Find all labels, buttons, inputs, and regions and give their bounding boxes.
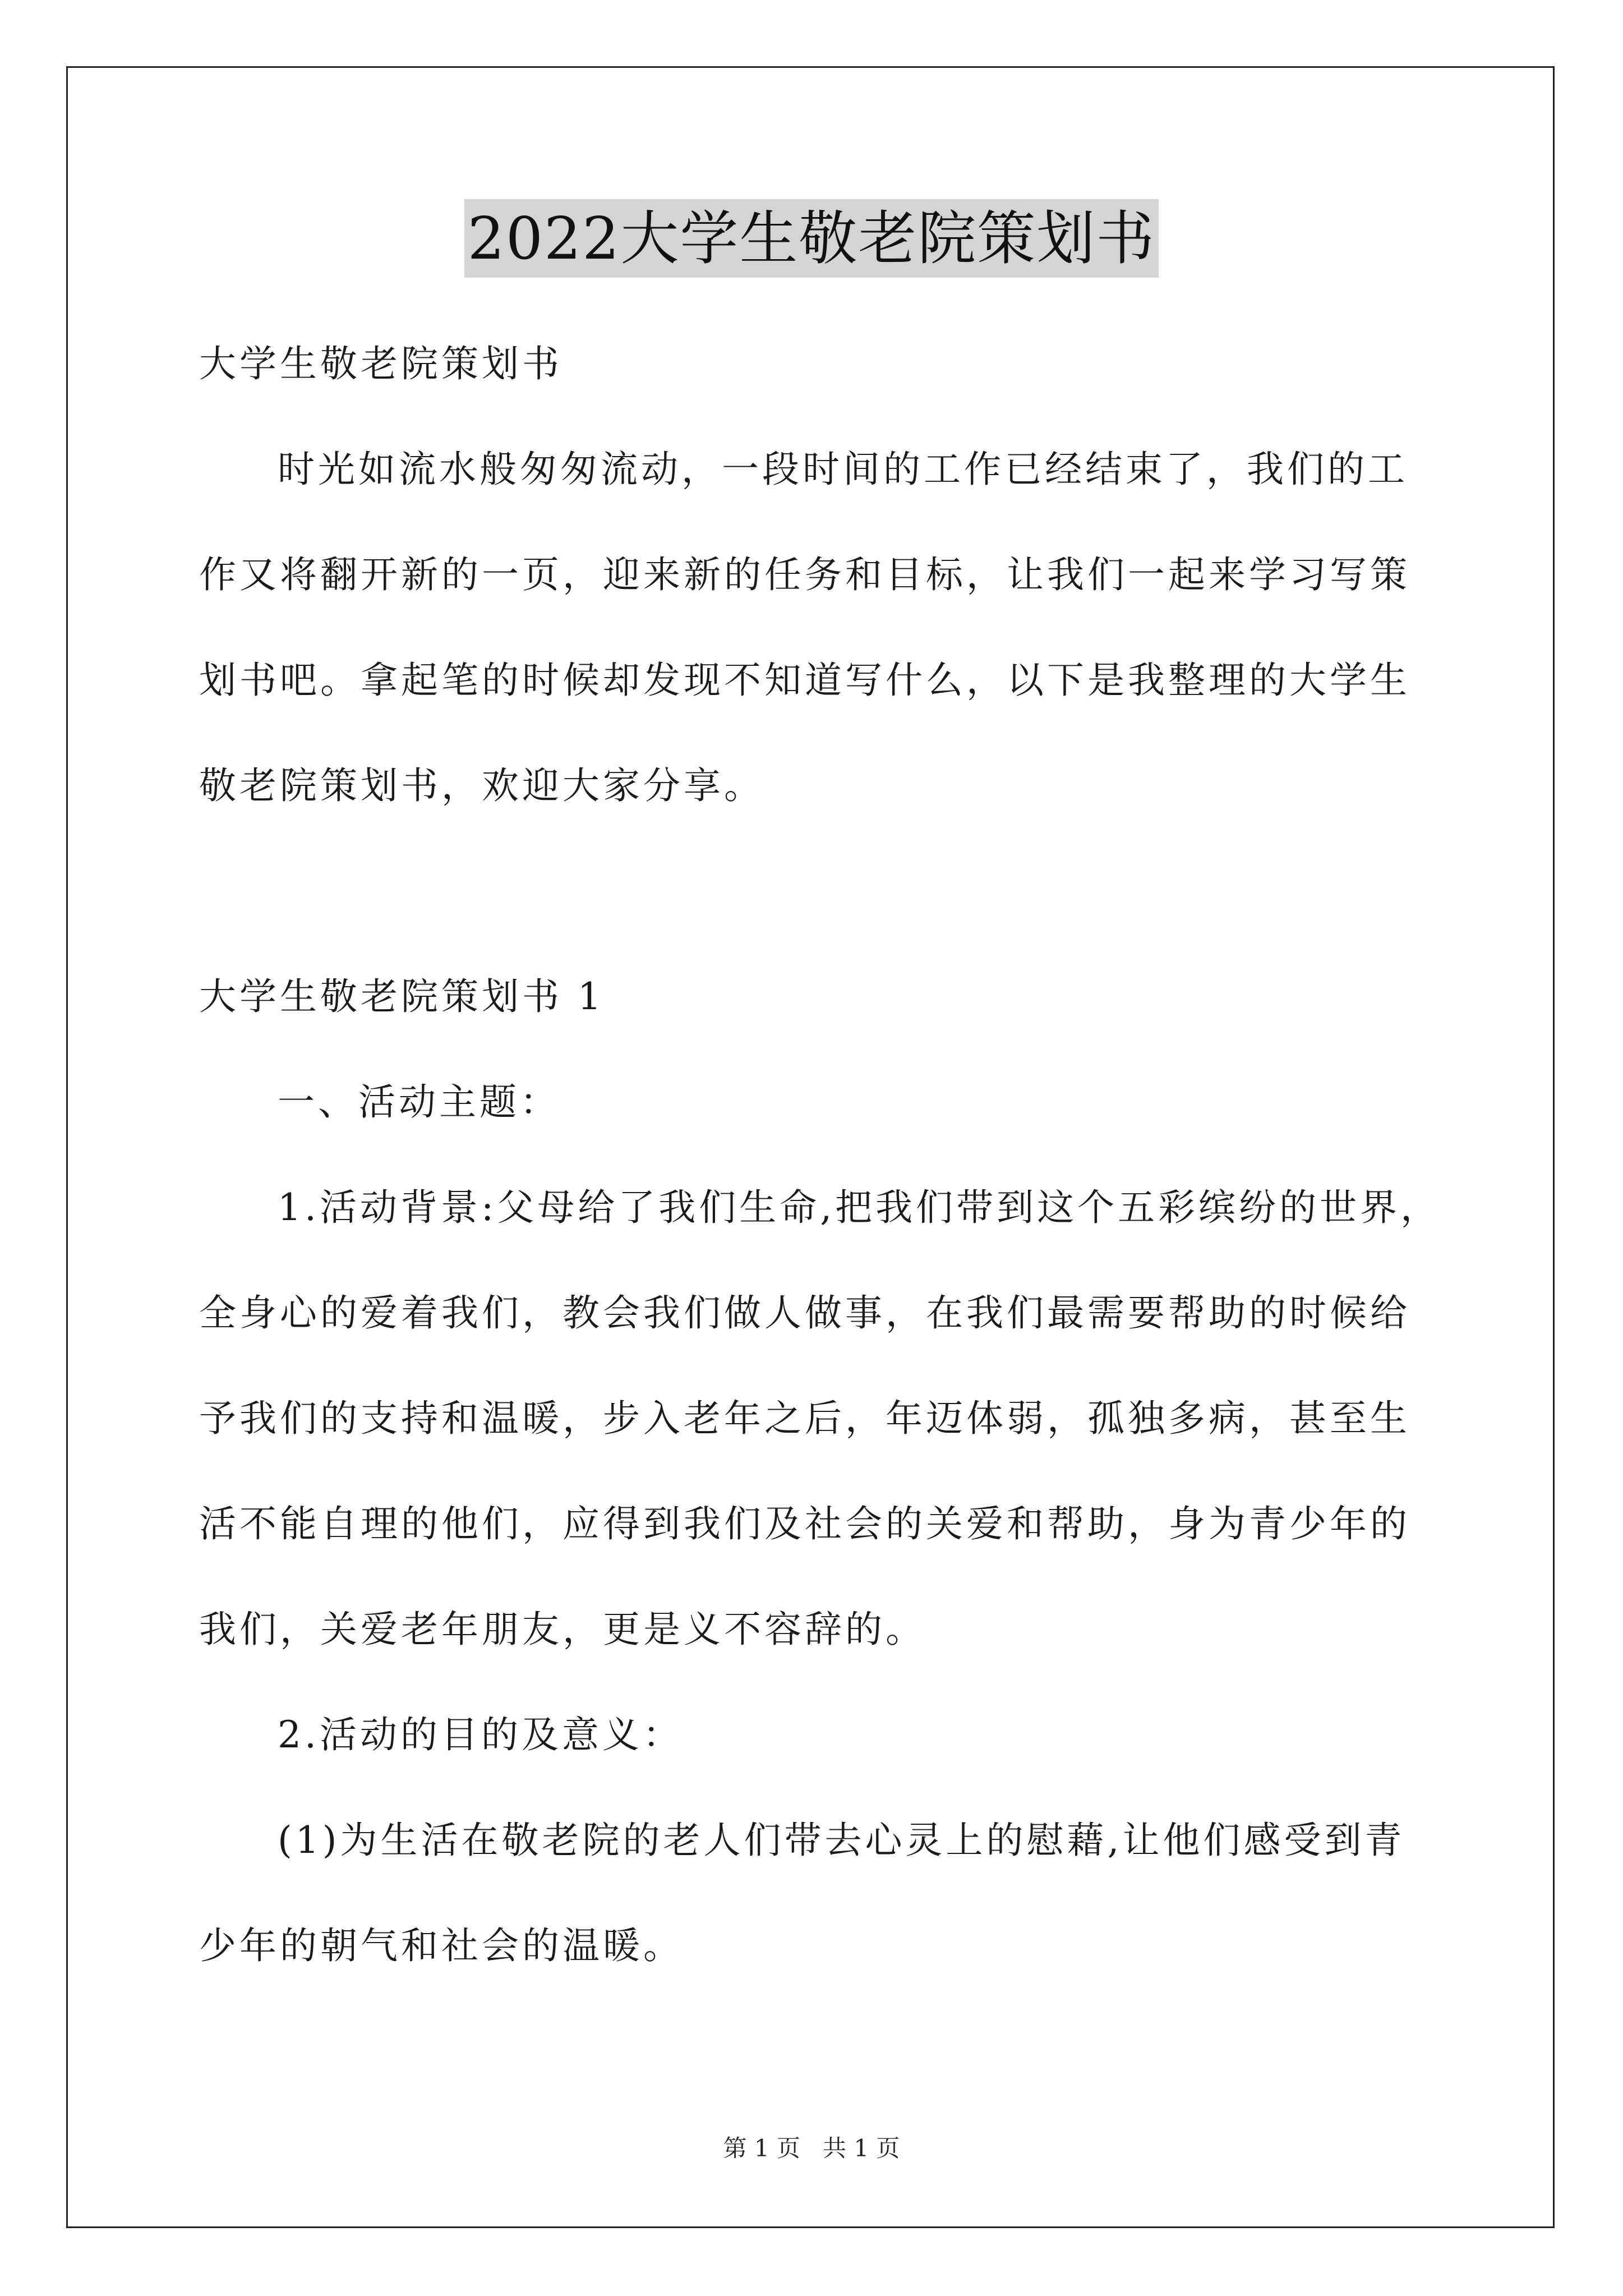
paragraph-line: 一、活动主题：	[278, 1080, 560, 1124]
paragraph-line: 予我们的支持和温暖，步入老年之后，年迈体弱，孤独多病，甚至生	[199, 1397, 1410, 1440]
paragraph-line: 作又将翻开新的一页，迎来新的任务和目标，让我们一起来学习写策	[199, 553, 1410, 596]
paragraph-line: 1.活动背景:父母给了我们生命,把我们带到这个五彩缤纷的世界，	[278, 1186, 1441, 1229]
document-title: 2022大学生敬老院策划书	[464, 199, 1159, 278]
document-body	[199, 311, 1441, 1999]
paragraph-line: 我们，关爱老年朋友，更是义不容辞的。	[199, 1608, 926, 1651]
paragraph-line: 时光如流水般匆匆流动，一段时间的工作已经结束了，我们的工	[278, 448, 1408, 491]
paragraph-line: 活不能自理的他们，应得到我们及社会的关爱和帮助，身为青少年的	[199, 1502, 1410, 1545]
page-total: 共 1 页	[823, 2134, 900, 2162]
paragraph-line: (1)为生活在敬老院的老人们带去心灵上的慰藉,让他们感受到青	[278, 1819, 1405, 1862]
page-footer	[0, 2132, 1623, 2165]
blank-line	[199, 839, 1427, 944]
paragraph-line: 全身心的爱着我们，教会我们做人做事，在我们最需要帮助的时候给	[199, 1291, 1410, 1335]
paragraph-line: 大学生敬老院策划书	[199, 342, 562, 385]
paragraph-line: 2.活动的目的及意义：	[278, 1713, 683, 1756]
page-number: 第 1 页	[723, 2134, 800, 2162]
paragraph-line: 划书吧。拿起笔的时候却发现不知道写什么，以下是我整理的大学生	[199, 659, 1410, 702]
title-container	[0, 199, 1623, 278]
section-heading: 大学生敬老院策划书 1	[199, 975, 605, 1018]
paragraph-line: 少年的朝气和社会的温暖。	[199, 1924, 684, 1967]
paragraph-line: 敬老院策划书，欢迎大家分享。	[199, 764, 764, 807]
